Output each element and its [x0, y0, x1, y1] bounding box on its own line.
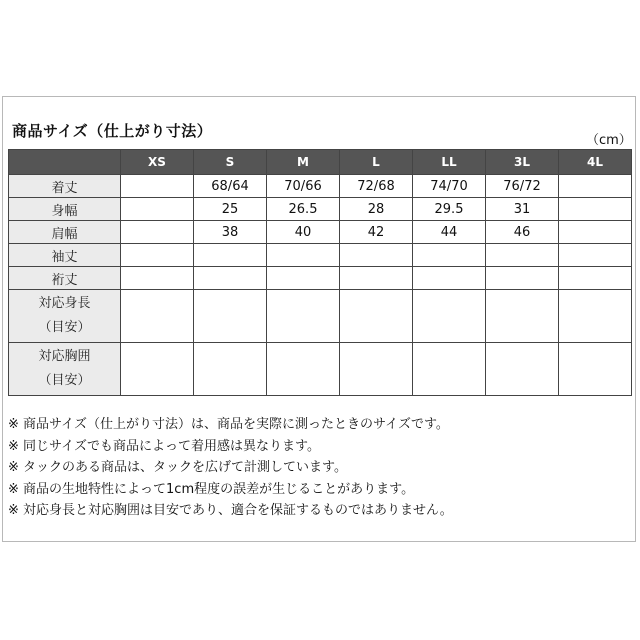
table-cell: 72/68 [340, 175, 413, 198]
table-cell [121, 267, 194, 290]
table-cell [194, 290, 267, 343]
header-size-xs: XS [121, 150, 194, 175]
table-cell [559, 198, 632, 221]
table-cell [559, 175, 632, 198]
table-cell [340, 267, 413, 290]
table-cell [121, 198, 194, 221]
row-label-height-main: 対応身長 [38, 296, 91, 311]
table-cell [413, 244, 486, 267]
row-label-chest-main: 対応胸囲 [38, 349, 91, 364]
table-cell: 29.5 [413, 198, 486, 221]
table-row [9, 267, 632, 290]
unit-label: （cm） [586, 133, 632, 148]
table-cell [413, 343, 486, 396]
table-cell [267, 244, 340, 267]
row-label-shoulder: 肩幅 [9, 221, 121, 244]
table-cell [559, 244, 632, 267]
table-cell: 42 [340, 221, 413, 244]
row-label-length: 着丈 [9, 175, 121, 198]
table-cell [267, 343, 340, 396]
table-row [9, 244, 632, 267]
row-label-yuki: 裄丈 [9, 267, 121, 290]
size-chart-title: 商品サイズ（仕上がり寸法） [12, 122, 213, 140]
table-cell: 31 [486, 198, 559, 221]
table-cell [194, 267, 267, 290]
row-label-height [9, 290, 121, 343]
row-label-width: 身幅 [9, 198, 121, 221]
note-item: ※ 同じサイズでも商品によって着用感は異なります。 [8, 438, 320, 454]
notes-list [8, 414, 453, 522]
note-item: ※ 対応身長と対応胸囲は目安であり、適合を保証するものではありません。 [8, 503, 453, 518]
table-cell [559, 267, 632, 290]
table-cell [194, 244, 267, 267]
table-cell [121, 221, 194, 244]
header-size-m: M [267, 150, 340, 175]
table-cell [559, 290, 632, 343]
table-row [9, 198, 632, 221]
table-cell [121, 175, 194, 198]
table-cell [486, 343, 559, 396]
table-cell: 40 [267, 221, 340, 244]
table-cell [486, 244, 559, 267]
table-cell [340, 290, 413, 343]
size-table [8, 149, 632, 396]
table-cell: 38 [194, 221, 267, 244]
table-cell [267, 290, 340, 343]
table-cell [121, 343, 194, 396]
header-size-s: S [194, 150, 267, 175]
row-label-height-sub: （目安） [38, 320, 91, 335]
row-label-chest [9, 343, 121, 396]
table-cell [340, 244, 413, 267]
table-header-row [9, 150, 632, 175]
table-cell [121, 244, 194, 267]
header-corner [9, 150, 121, 175]
table-cell [267, 267, 340, 290]
table-row [9, 175, 632, 198]
note-item: ※ 商品サイズ（仕上がり寸法）は、商品を実際に測ったときのサイズです。 [8, 417, 449, 432]
note-item: ※ 商品の生地特性によって1cm程度の誤差が生じることがあります。 [8, 481, 415, 497]
table-row [9, 343, 632, 396]
table-cell [121, 290, 194, 343]
table-cell: 76/72 [486, 175, 559, 198]
table-cell [559, 343, 632, 396]
table-row [9, 290, 632, 343]
table-cell [413, 290, 486, 343]
header-size-4l: 4L [559, 150, 632, 175]
table-cell: 28 [340, 198, 413, 221]
row-label-chest-sub: （目安） [38, 373, 91, 388]
header-size-l: L [340, 150, 413, 175]
table-cell: 25 [194, 198, 267, 221]
table-cell: 74/70 [413, 175, 486, 198]
table-cell: 46 [486, 221, 559, 244]
table-cell [559, 221, 632, 244]
table-cell: 26.5 [267, 198, 340, 221]
table-cell [194, 343, 267, 396]
table-row [9, 221, 632, 244]
table-cell [486, 290, 559, 343]
note-item: ※ タックのある商品は、タックを広げて計測しています。 [8, 460, 347, 475]
header-size-3l: 3L [486, 150, 559, 175]
table-cell [486, 267, 559, 290]
table-cell: 44 [413, 221, 486, 244]
table-cell: 68/64 [194, 175, 267, 198]
row-label-sleeve: 袖丈 [9, 244, 121, 267]
table-cell: 70/66 [267, 175, 340, 198]
header-size-ll: LL [413, 150, 486, 175]
table-cell [340, 343, 413, 396]
table-cell [413, 267, 486, 290]
